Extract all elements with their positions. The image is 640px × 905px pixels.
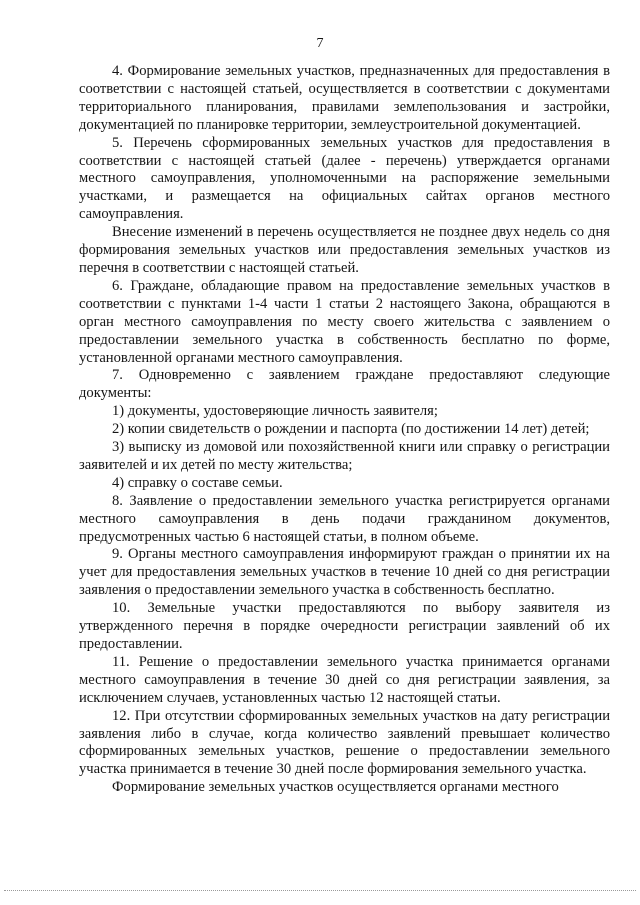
list-item-2: 2) копии свидетельств о рождении и паспорта (по достижении 14 лет) детей; [112, 421, 590, 438]
page-number: 7 [316, 36, 324, 51]
list-item-1: 1) документы, удостоверяющие личность заявителя; [112, 403, 438, 420]
paragraph-11: 11. Решение о предоставлении земельного участка принимается органами местного самоуправления в течение 30 дней со дня регистрации заявления, за исключением случаев, установленных частью 12 настоящей статьи. [79, 653, 610, 706]
list-item-4: 4) справку о составе семьи. [112, 474, 283, 491]
paragraph-12: 12. При отсутствии сформированных земельных участков на дату регистрации заявления либо в случае, когда количество заявлений превышает количество сформированных земельных участков, решение о предоставлении земельного участка принимается в течение 30 дней после формирования земельного участка. [79, 707, 610, 778]
paragraph-formation: Формирование земельных участков осуществляется органами местного [112, 779, 559, 796]
paragraph-10: 10. Земельные участки предоставляются по выбору заявителя из утвержденного перечня в порядке очередности регистрации заявлений об их предоставлении. [79, 600, 610, 652]
paragraph-7: 7. Одновременно с заявлением граждане предоставляют следующие документы: [79, 367, 610, 402]
scan-edge-line [4, 890, 636, 891]
paragraph-8: 8. Заявление о предоставлении земельного участка регистрируется органами местного самоуправления в день подачи гражданином документов, предусмотренных частью 6 настоящей статьи, в полном объеме. [79, 492, 610, 545]
paragraph-5-amendments: Внесение изменений в перечень осуществляется не позднее двух недель со дня формирования земельных участков или предоставления земельных участков из перечня в соответствии с настоящей статьей. [79, 224, 610, 276]
paragraph-6: 6. Граждане, обладающие правом на предоставление земельных участков в соответствии с пунктами 1-4 части 1 статьи 2 настоящего Закона, обращаются в орган местного самоуправления по месту своего жительства с заявлением о предоставлении земельного участка в собственность бесплатно по форме, установленной органами местного самоуправления. [79, 277, 610, 366]
paragraph-5: 5. Перечень сформированных земельных участков для предоставления в соответствии с настоящей статьей (далее - перечень) утверждается органами местного самоуправления, уполномоченными на распоряжение земельными участками, и размещается на официальных сайтах органов местного самоуправления. [79, 134, 610, 223]
paragraph-4: 4. Формирование земельных участков, предназначенных для предоставления в соответствии с настоящей статьей, осуществляется в соответствии с документами территориального планирования, правилами землепользования и застройки, документацией по планировке территории, землеустроительной документацией. [79, 63, 610, 133]
list-item-3: 3) выписку из домовой или похозяйственной книги или справку о регистрации заявителей и их детей по месту жительства; [79, 439, 610, 473]
document-body [79, 63, 610, 797]
paragraph-9: 9. Органы местного самоуправления информируют граждан о принятии их на учет для предоставления земельных участков в течение 10 дней со дня регистрации заявления о предоставлении земельного участка в собственность бесплатно. [79, 546, 610, 599]
